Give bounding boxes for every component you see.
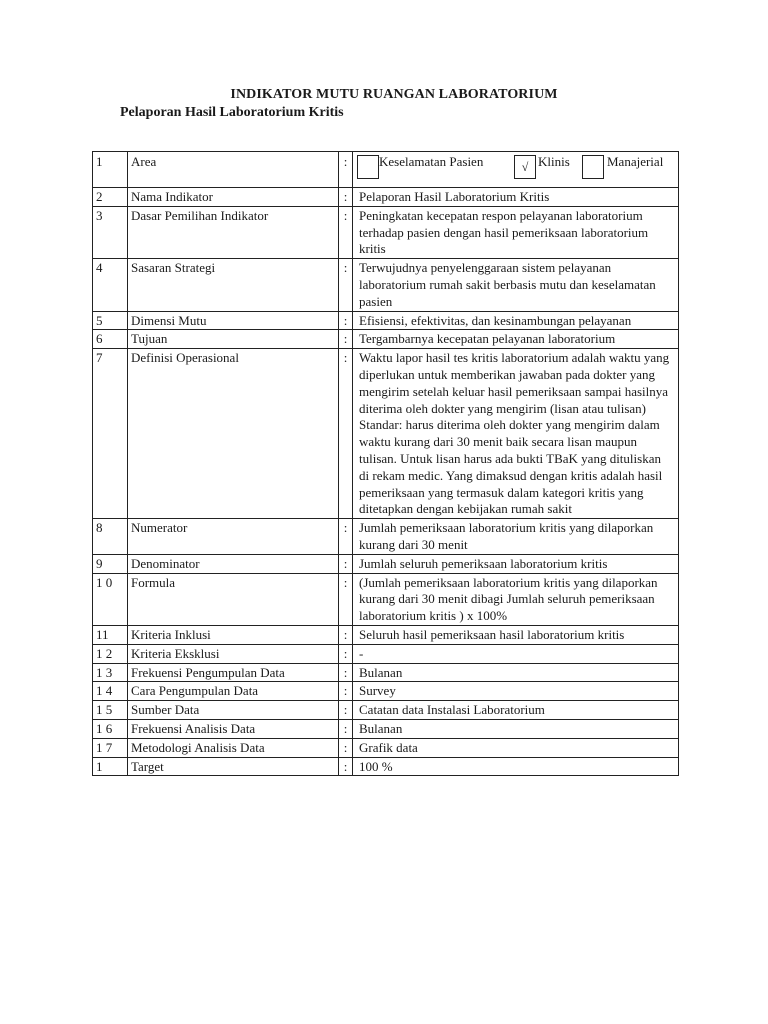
indicator-table — [92, 151, 679, 776]
row-value: Bulanan — [353, 663, 679, 682]
row-number: 2 — [93, 188, 128, 207]
checkbox-manajerial[interactable] — [582, 155, 604, 179]
row-colon: : — [339, 349, 353, 519]
table-row — [93, 682, 679, 701]
table-row — [93, 259, 679, 311]
row-number: 1 2 — [93, 644, 128, 663]
row-value: - — [353, 644, 679, 663]
row-label: Dasar Pemilihan Indikator — [128, 206, 339, 258]
table-row — [93, 206, 679, 258]
row-value: Survey — [353, 682, 679, 701]
row-colon: : — [339, 311, 353, 330]
row-number: 1 0 — [93, 573, 128, 625]
row-value: Jumlah seluruh pemeriksaan laboratorium kritis — [353, 554, 679, 573]
row-label: Metodologi Analisis Data — [128, 738, 339, 757]
row-value: Terwujudnya penyelenggaraan sistem pelayanan laboratorium rumah sakit berbasis mutu dan keselamatan pasien — [353, 259, 679, 311]
table-row — [93, 757, 679, 776]
row-value: Peningkatan kecepatan respon pelayanan laboratorium terhadap pasien dengan hasil pemeriksaan laboratorium kritis — [353, 206, 679, 258]
row-label: Nama Indikator — [128, 188, 339, 207]
row-colon: : — [339, 330, 353, 349]
row-value: Catatan data Instalasi Laboratorium — [353, 701, 679, 720]
row-label: Sumber Data — [128, 701, 339, 720]
table-row — [93, 349, 679, 519]
document-title: INDIKATOR MUTU RUANGAN LABORATORIUM — [230, 87, 558, 102]
checkbox-label-manajerial: Manajerial — [607, 154, 664, 169]
row-number: 3 — [93, 206, 128, 258]
row-colon: : — [339, 188, 353, 207]
table-row — [93, 719, 679, 738]
table-row-area — [93, 152, 679, 188]
row-colon: : — [339, 554, 353, 573]
checkbox-label-klinis: Klinis — [538, 154, 570, 169]
row-value: 100 % — [353, 757, 679, 776]
table-row — [93, 663, 679, 682]
table-row — [93, 519, 679, 555]
row-number: 1 — [93, 757, 128, 776]
row-label: Kriteria Eksklusi — [128, 644, 339, 663]
row-number: 1 3 — [93, 663, 128, 682]
row-colon: : — [339, 152, 353, 188]
row-colon: : — [339, 719, 353, 738]
checkbox-keselamatan-pasien[interactable] — [357, 155, 379, 179]
row-number: 6 — [93, 330, 128, 349]
row-label: Tujuan — [128, 330, 339, 349]
table-row — [93, 738, 679, 757]
area-options — [353, 152, 679, 188]
row-value: Tergambarnya kecepatan pelayanan laboratorium — [353, 330, 679, 349]
row-colon: : — [339, 519, 353, 555]
row-number: 1 — [93, 152, 128, 188]
table-row — [93, 625, 679, 644]
row-colon: : — [339, 663, 353, 682]
table-row — [93, 644, 679, 663]
row-value: Waktu lapor hasil tes kritis laboratorium adalah waktu yang diperlukan untuk memberikan jawaban pada dokter yang mengirim setelah keluar hasil pemeriksaan sampai hasilnya diterima oleh dokter yang mengirim (lisan atau tulisan) Standar: harus diterima oleh dokter yang mengirim dalam waktu kurang dari 30 menit baik secara lisan maupun tulisan. Untuk lisan harus ada bukti TBaK yang dituliskan di rekam medic. Yang dimaksud dengan kritis adalah hasil pemeriksaan yang termasuk dalam kategori kritis yang ditetapkan dengan kebijakan rumah sakit — [353, 349, 679, 519]
row-label: Dimensi Mutu — [128, 311, 339, 330]
row-value: Pelaporan Hasil Laboratorium Kritis — [353, 188, 679, 207]
row-colon: : — [339, 206, 353, 258]
row-value: Bulanan — [353, 719, 679, 738]
row-number: 1 7 — [93, 738, 128, 757]
row-colon: : — [339, 644, 353, 663]
row-label: Kriteria Inklusi — [128, 625, 339, 644]
row-label: Denominator — [128, 554, 339, 573]
document-subtitle: Pelaporan Hasil Laboratorium Kritis — [120, 105, 344, 120]
row-colon: : — [339, 757, 353, 776]
row-colon: : — [339, 625, 353, 644]
table-row — [93, 311, 679, 330]
row-colon: : — [339, 259, 353, 311]
checkbox-klinis[interactable]: √ — [514, 155, 536, 179]
row-label: Cara Pengumpulan Data — [128, 682, 339, 701]
row-label: Target — [128, 757, 339, 776]
row-value: Grafik data — [353, 738, 679, 757]
row-number: 4 — [93, 259, 128, 311]
row-label: Frekuensi Pengumpulan Data — [128, 663, 339, 682]
row-colon: : — [339, 738, 353, 757]
row-label: Definisi Operasional — [128, 349, 339, 519]
table-row — [93, 701, 679, 720]
checkbox-label-keselamatan-pasien: Keselamatan Pasien — [379, 154, 484, 169]
row-label: Sasaran Strategi — [128, 259, 339, 311]
row-number: 1 4 — [93, 682, 128, 701]
row-colon: : — [339, 701, 353, 720]
row-number: 1 6 — [93, 719, 128, 738]
row-number: 1 5 — [93, 701, 128, 720]
table-row — [93, 554, 679, 573]
row-value: Seluruh hasil pemeriksaan hasil laboratorium kritis — [353, 625, 679, 644]
table-row — [93, 330, 679, 349]
row-value: (Jumlah pemeriksaan laboratorium kritis yang dilaporkan kurang dari 30 menit dibagi Jumlah seluruh pemeriksaan laboratorium kritis ) x 100% — [353, 573, 679, 625]
table-row — [93, 188, 679, 207]
row-number: 11 — [93, 625, 128, 644]
row-number: 7 — [93, 349, 128, 519]
row-colon: : — [339, 682, 353, 701]
row-label: Numerator — [128, 519, 339, 555]
row-label: Formula — [128, 573, 339, 625]
row-label: Area — [128, 152, 339, 188]
row-value: Jumlah pemeriksaan laboratorium kritis yang dilaporkan kurang dari 30 menit — [353, 519, 679, 555]
row-label: Frekuensi Analisis Data — [128, 719, 339, 738]
row-number: 8 — [93, 519, 128, 555]
row-value: Efisiensi, efektivitas, dan kesinambungan pelayanan — [353, 311, 679, 330]
row-colon: : — [339, 573, 353, 625]
row-number: 9 — [93, 554, 128, 573]
table-row — [93, 573, 679, 625]
row-number: 5 — [93, 311, 128, 330]
